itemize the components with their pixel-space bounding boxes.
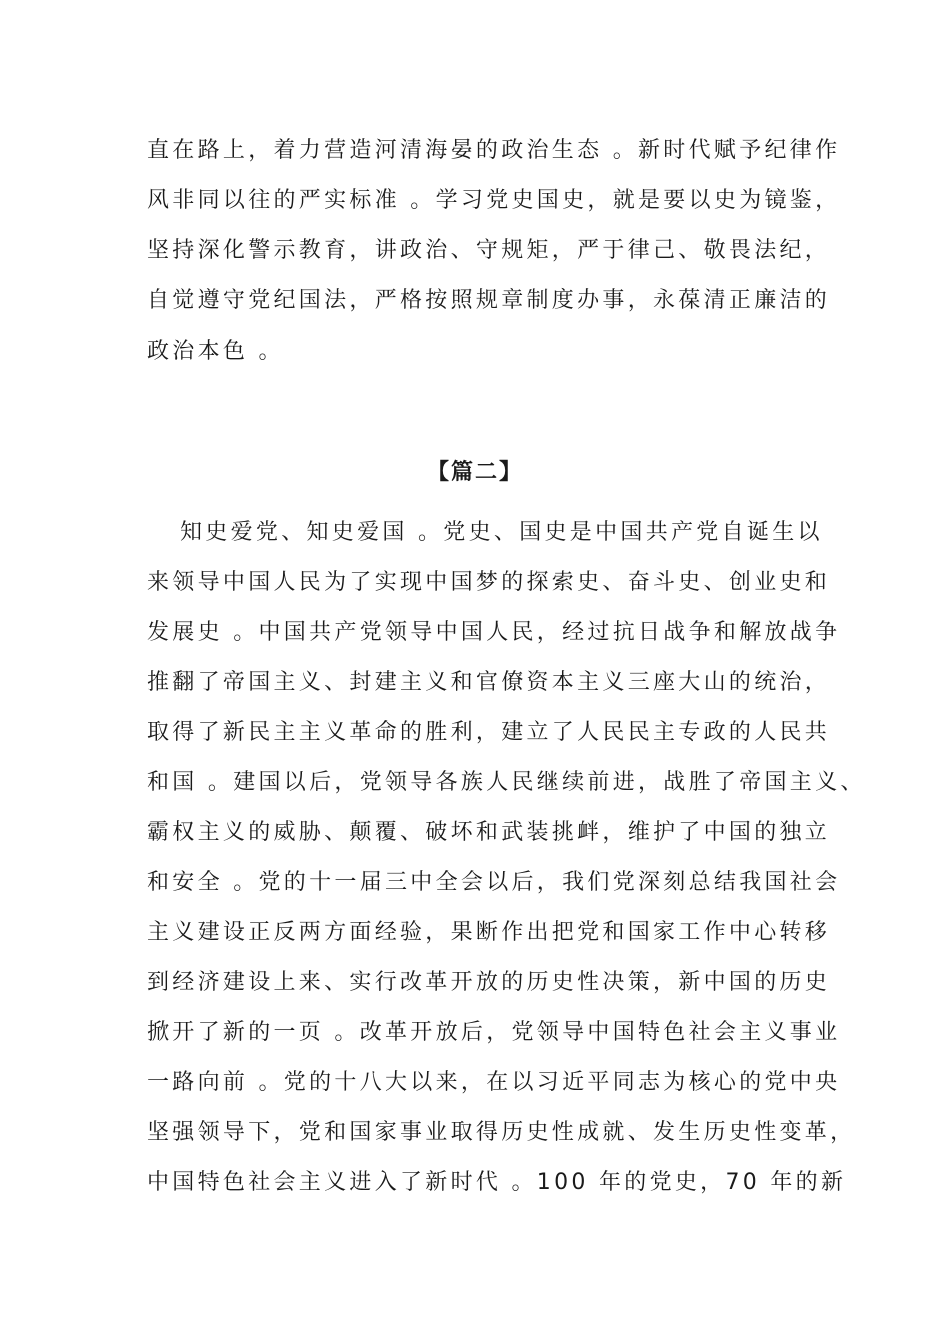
paragraph-line: 坚强领导下，党和国家事业取得历史性成就、发生历史性变革， xyxy=(147,1120,856,1145)
paragraph-line: 发展史 。中国共产党领导中国人民，经过抗日战争和解放战争 xyxy=(147,620,841,645)
paragraph-line: 中国特色社会主义进入了新时代 。100 年的党史，70 年的新 xyxy=(147,1170,847,1195)
paragraph-line: 和国 。建国以后，党领导各族人民继续前进，战胜了帝国主义、 xyxy=(147,770,866,795)
paragraph-line: 知史爱党、知史爱国 。党史、国史是中国共产党自诞生以 xyxy=(180,520,823,545)
section-heading: 【篇二】 xyxy=(426,460,523,485)
paragraph-line: 主义建设正反两方面经验，果断作出把党和国家工作中心转移 xyxy=(147,920,831,945)
paragraph-line: 推翻了帝国主义、封建主义和官僚资本主义三座大山的统治， xyxy=(147,670,831,695)
paragraph-line: 坚持深化警示教育，讲政治、守规矩，严于律己、敬畏法纪， xyxy=(147,238,831,263)
paragraph-line: 政治本色 。 xyxy=(147,339,284,364)
paragraph-line: 来领导中国人民为了实现中国梦的探索史、奋斗史、创业史和 xyxy=(147,570,831,595)
paragraph-line: 和安全 。党的十一届三中全会以后，我们党深刻总结我国社会 xyxy=(147,870,841,895)
paragraph-line: 直在路上，着力营造河清海晏的政治生态 。新时代赋予纪律作 xyxy=(147,138,841,163)
paragraph-line: 取得了新民主主义革命的胜利，建立了人民民主专政的人民共 xyxy=(147,720,831,745)
paragraph-line: 到经济建设上来、实行改革开放的历史性决策，新中国的历史 xyxy=(147,970,831,995)
paragraph-line: 风非同以往的严实标准 。学习党史国史，就是要以史为镜鉴， xyxy=(147,188,841,213)
paragraph-line: 霸权主义的威胁、颠覆、破坏和武装挑衅，维护了中国的独立 xyxy=(147,820,831,845)
paragraph-line: 一路向前 。党的十八大以来，在以习近平同志为核心的党中央 xyxy=(147,1070,841,1095)
paragraph-line: 掀开了新的一页 。改革开放后，党领导中国特色社会主义事业 xyxy=(147,1020,841,1045)
paragraph-line: 自觉遵守党纪国法，严格按照规章制度办事，永葆清正廉洁的 xyxy=(147,288,831,313)
